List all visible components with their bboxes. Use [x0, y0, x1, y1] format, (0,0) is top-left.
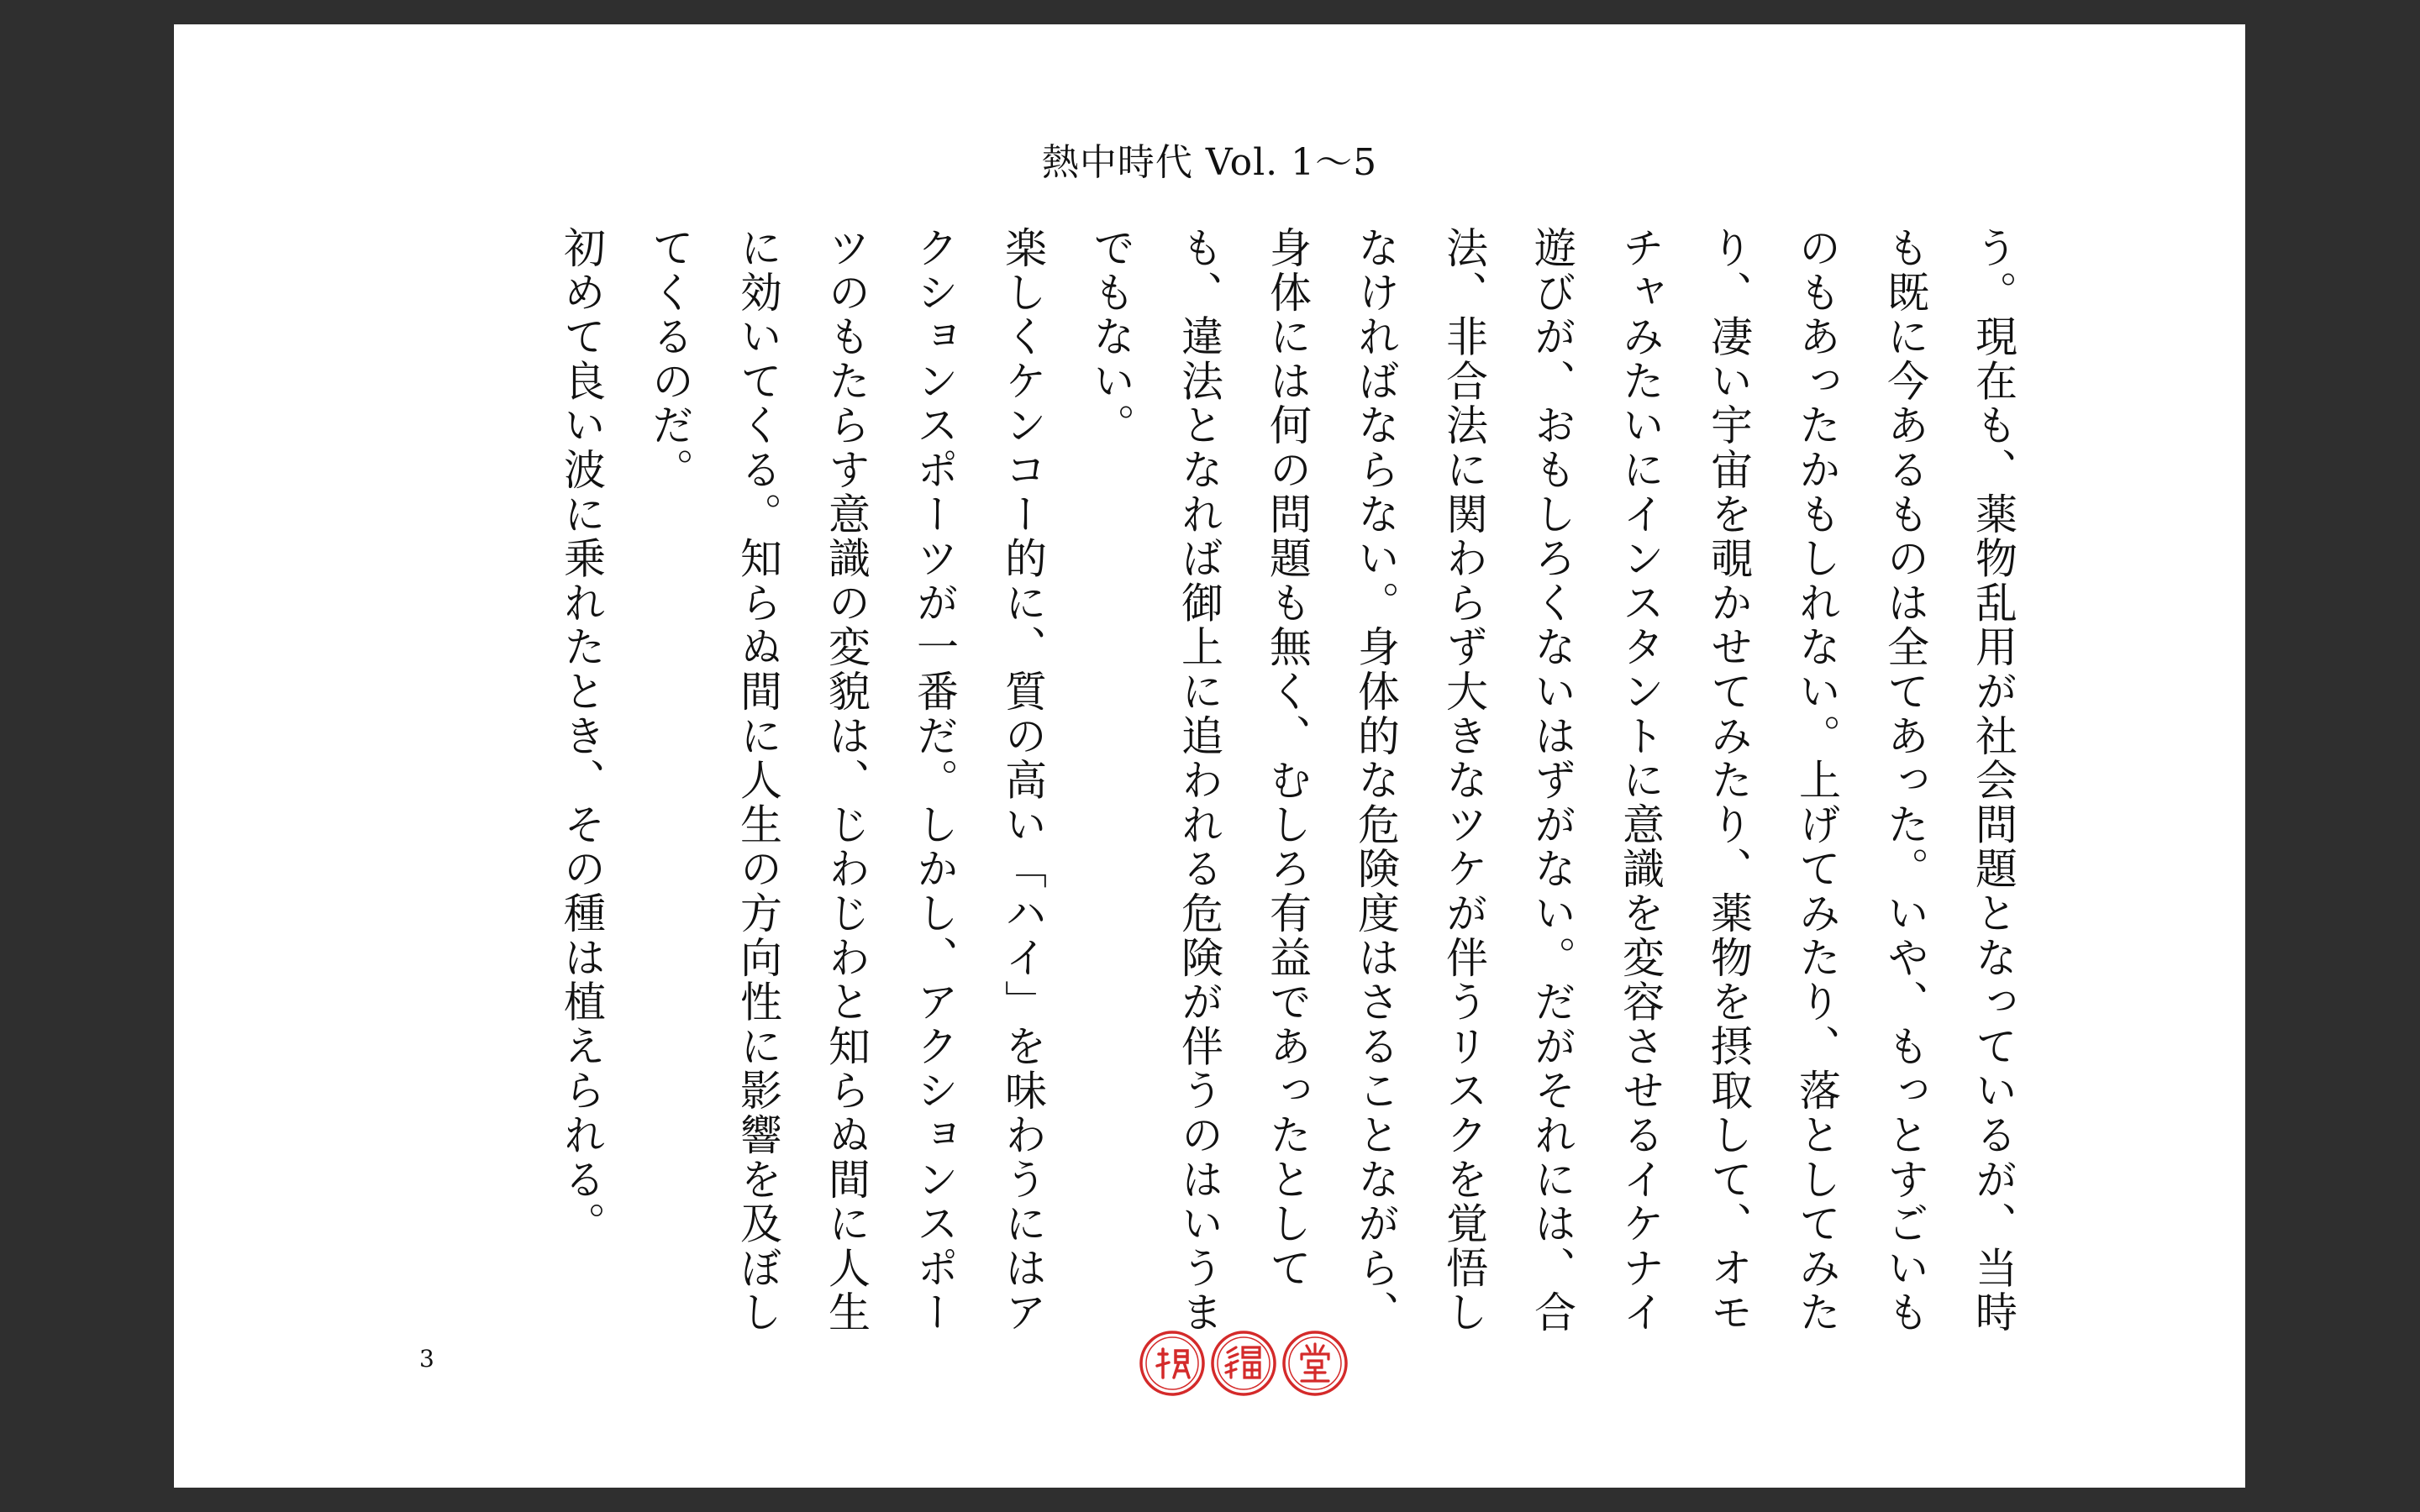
seal-circle-3: [1284, 1332, 1346, 1394]
seal-circle-2: [1213, 1332, 1275, 1394]
paragraph-3: 初めて良い波に乗れたとき、その種は植えられる。: [557, 226, 606, 1247]
seal-circle-1: [1141, 1332, 1203, 1394]
publisher-seal-logo: [1139, 1329, 1349, 1398]
paragraph-2: 楽しくケンコー的に、質の高い「ハイ」を味わうにはアクションスポーツが一番だ。しかし、アクションスポーツのもたらす意識の変貌は、じわじわと知らぬ間に人生に効いてくる。知らぬ間に人生の方向性に影響を及ぼしてくるのだ。: [645, 226, 1047, 1335]
vertical-body-text: [537, 226, 2037, 1335]
page-number: 3: [419, 1345, 434, 1373]
document-page: [174, 24, 2245, 1488]
running-header: 熱中時代 Vol. 1〜5: [1041, 141, 1378, 184]
paragraph-1: う。現在も、薬物乱用が社会問題となっているが、当時も既に今あるものは全てあった。いや、もっとすごいものもあったかもしれない。上げてみたり、落としてみたり、凄い宇宙を覗かせてみたり、薬物を摂取して、オモチャみたいにインスタントに意識を変容させるイケナイ遊びが、おもしろくないはずがない。だがそれには、合法、非合法に関わらず大きなツケが伴うリスクを覚悟しなければならない。身体的な危険度はさることながら、身体には何の問題も無く、むしろ有益であったとしても、違法となれば御上に追われる危険が伴うのはいうまでもない。: [1086, 226, 2018, 1335]
